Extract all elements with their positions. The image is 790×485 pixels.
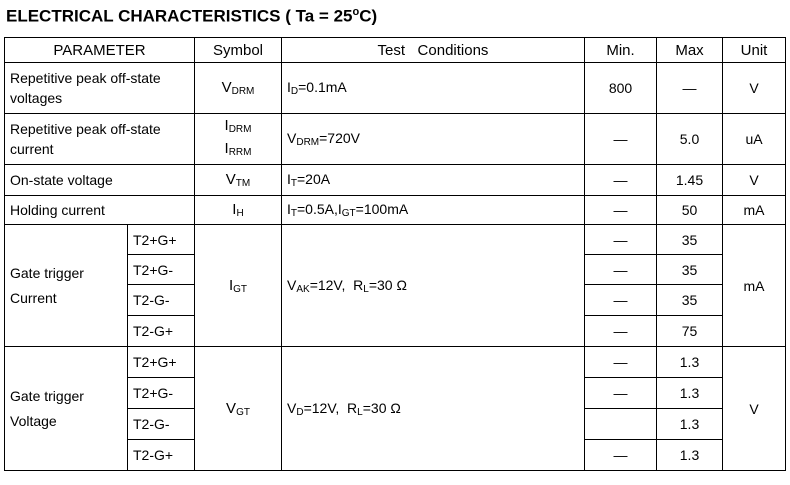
- header-parameter: PARAMETER: [5, 38, 195, 63]
- quadrant-vgt-3: T2-G-: [128, 409, 195, 440]
- unit-vdrm: V: [723, 63, 786, 114]
- quadrant-igt-3: T2-G-: [128, 285, 195, 316]
- symbol-idrm: $I_{DRM}$ $I_{RRM}$: [195, 114, 282, 165]
- page-title: ELECTRICAL CHARACTERISTICS ( $Ta = 25^oC$): [6, 6, 378, 26]
- min-vgt-3: [585, 409, 657, 440]
- max-igt-2: 35: [657, 255, 723, 285]
- header-unit: Unit: [723, 38, 786, 63]
- conditions-vdrm: $I_D=0.1mA$: [282, 63, 585, 114]
- max-vgt-1: 1.3: [657, 347, 723, 378]
- table-row-vdrm: [5, 63, 786, 114]
- symbol-vtm: $V_{TM}$: [195, 165, 282, 196]
- header-min: Min.: [585, 38, 657, 63]
- max-igt-1: 35: [657, 225, 723, 255]
- symbol-vdrm: $V_{DRM}$: [195, 63, 282, 114]
- unit-idrm: uA: [723, 114, 786, 165]
- param-igt: Gate trigger Current: [5, 225, 128, 347]
- header-conditions: Test Conditions: [282, 38, 585, 63]
- unit-vtm: V: [723, 165, 786, 196]
- max-vgt-3: 1.3: [657, 409, 723, 440]
- degree-mark: o: [352, 6, 360, 18]
- conditions-vtm: $I_T=20A$: [282, 165, 585, 196]
- conditions-vgt: $V_D=12V$, $R_L=30$ Ω: [282, 347, 585, 471]
- min-igt-1: —: [585, 225, 657, 255]
- quadrant-igt-1: T2+G+: [128, 225, 195, 255]
- param-idrm: Repetitive peak off-state current: [5, 114, 195, 165]
- param-ih: Holding current: [5, 196, 195, 225]
- param-vgt: Gate trigger Voltage: [5, 347, 128, 471]
- min-igt-3: —: [585, 285, 657, 316]
- param-vtm: On-state voltage: [5, 165, 195, 196]
- quadrant-vgt-4: T2-G+: [128, 440, 195, 471]
- min-igt-2: —: [585, 255, 657, 285]
- conditions-idrm: $V_{DRM}=720V$: [282, 114, 585, 165]
- min-ih: —: [585, 196, 657, 225]
- header-max: Max: [657, 38, 723, 63]
- min-vgt-2: —: [585, 378, 657, 409]
- min-idrm: —: [585, 114, 657, 165]
- symbol-vgt: $V_{GT}$: [195, 347, 282, 471]
- min-vgt-1: —: [585, 347, 657, 378]
- max-vgt-4: 1.3: [657, 440, 723, 471]
- conditions-igt: $V_{AK}=12V$, $R_L=30$ Ω: [282, 225, 585, 347]
- quadrant-vgt-2: T2+G-: [128, 378, 195, 409]
- unit-vgt: V: [723, 347, 786, 471]
- quadrant-igt-4: T2-G+: [128, 316, 195, 347]
- max-vdrm: —: [657, 63, 723, 114]
- unit-ih: mA: [723, 196, 786, 225]
- table-row-vgt-1: [5, 347, 786, 378]
- unit-igt: mA: [723, 225, 786, 347]
- min-igt-4: —: [585, 316, 657, 347]
- table-row-idrm: [5, 114, 786, 165]
- header-row: [5, 38, 786, 63]
- max-vtm: 1.45: [657, 165, 723, 196]
- max-idrm: 5.0: [657, 114, 723, 165]
- symbol-ih: $I_H$: [195, 196, 282, 225]
- table-row-vtm: [5, 165, 786, 196]
- table-row-ih: [5, 196, 786, 225]
- electrical-characteristics-table: [4, 37, 786, 471]
- quadrant-vgt-1: T2+G+: [128, 347, 195, 378]
- min-vtm: —: [585, 165, 657, 196]
- min-vgt-4: —: [585, 440, 657, 471]
- header-symbol: Symbol: [195, 38, 282, 63]
- max-igt-3: 35: [657, 285, 723, 316]
- min-vdrm: 800: [585, 63, 657, 114]
- max-ih: 50: [657, 196, 723, 225]
- max-vgt-2: 1.3: [657, 378, 723, 409]
- quadrant-igt-2: T2+G-: [128, 255, 195, 285]
- conditions-ih: $I_T=0.5A,I_{GT}=100mA$: [282, 196, 585, 225]
- table-row-igt-1: [5, 225, 786, 255]
- param-vdrm: Repetitive peak off-state voltages: [5, 63, 195, 114]
- max-igt-4: 75: [657, 316, 723, 347]
- symbol-igt: $I_{GT}$: [195, 225, 282, 347]
